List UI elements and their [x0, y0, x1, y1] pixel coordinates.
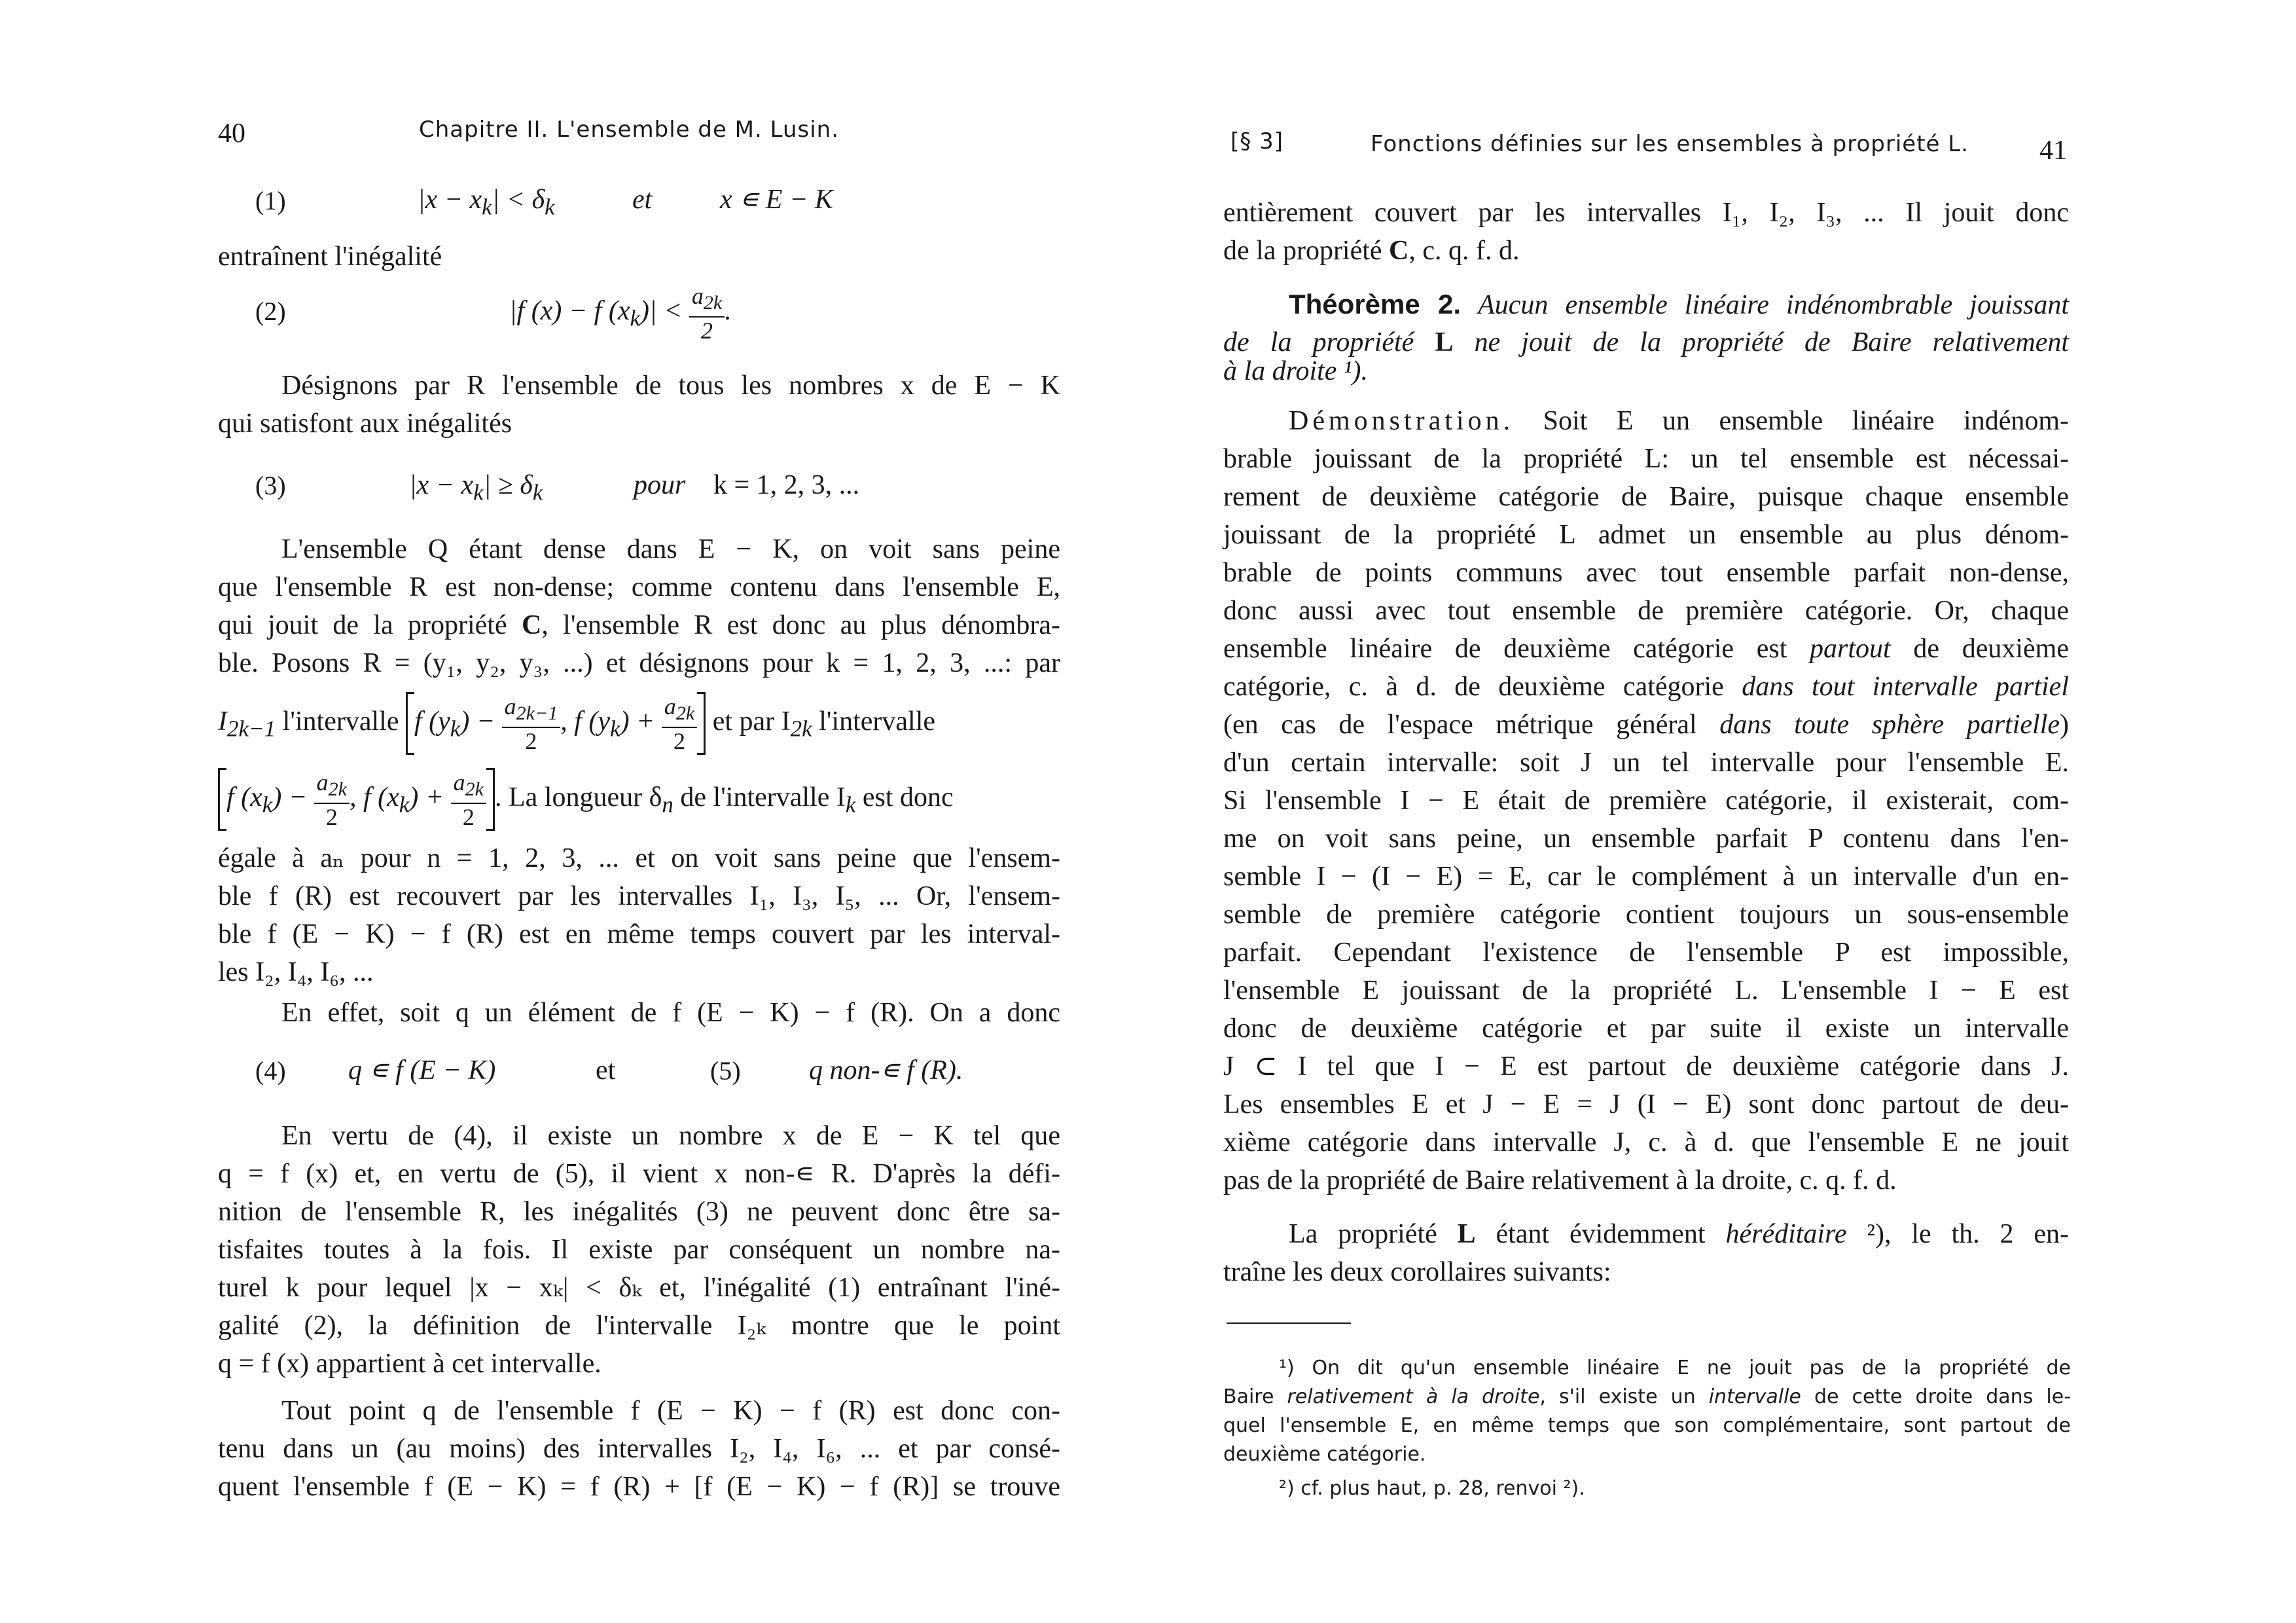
paragraph-line: qui satisfont aux inégalités	[218, 409, 512, 439]
right-page	[1148, 0, 2296, 1623]
paragraph-line: que l'ensemble R est non-dense; comme contenu dans l'ensemble E,	[218, 572, 1060, 602]
theorem-label: Théorème 2.	[1289, 289, 1461, 319]
proof-line: semble de première catégorie contient toujours un sous-ensemble	[1223, 900, 2069, 930]
page-number-left: 40	[218, 119, 245, 149]
proof-line: semble I − (I − E) = E, car le complément à un intervalle d'un en-	[1223, 862, 2069, 892]
proof-line: rement de deuxième catégorie de Baire, puisque chaque ensemble	[1223, 482, 2069, 512]
proof-line: ensemble linéaire de deuxième catégorie est partout de deuxième	[1223, 634, 2069, 664]
paragraph-line: En vertu de (4), il existe un nombre x de E − K tel que	[281, 1121, 1060, 1151]
equation-2: |f (x) − f $(x_k)|$ < $\frac{a_{2k}}{2}$ .	[509, 282, 732, 344]
equation-3-pour: pour	[634, 470, 686, 500]
equation-label-1: (1)	[255, 186, 286, 215]
equation-3-range: k = 1, 2, 3, ...	[713, 470, 860, 500]
paragraph-line: tisfaites toutes à la fois. Il existe par conséquent un nombre na-	[218, 1235, 1060, 1265]
theorem-line: Théorème 2. Aucun ensemble linéaire indénombrable jouissant	[1289, 289, 2069, 320]
proof-label: Démonstration.	[1289, 406, 1515, 436]
equation-label-2: (2)	[255, 297, 286, 326]
equation-4-5-et: et	[596, 1055, 616, 1085]
paragraph-line: ble. Posons R = (y₁, y₂, y₃, ...) et désignons pour k = 1, 2, 3, ...: par	[218, 648, 1060, 678]
proof-line: brable jouissant de la propriété L: un tel ensemble est nécessai-	[1223, 444, 2069, 474]
interval-definition-line: $I_{2k-1}$ l'intervalle f $(y_k)$ − $\frac{a_{2k-1}}{2}$ , f $(y_k)$ + $\frac{a_{2k}}{2}$ et par $I_{2k}$ l'intervalle	[218, 693, 936, 754]
footnote-rule	[1227, 1322, 1351, 1324]
proof-line: J ⊂ I tel que I − E est partout de deuxième catégorie dans J.	[1223, 1051, 2069, 1082]
footnote-1-line: Baire relativement à la droite, s'il existe un intervalle de cette droite dans le-	[1223, 1385, 2072, 1408]
paragraph-line: les I₂, I₄, I₆, ...	[218, 957, 374, 987]
footnote-1-line: quel l'ensemble E, en même temps que son complémentaire, sont partout de	[1223, 1414, 2071, 1437]
theorem-line: de la propriété L ne jouit de la propriété de Baire relativement	[1223, 327, 2070, 357]
proof-line: brable de points communs avec tout ensemble parfait non-dense,	[1223, 558, 2069, 588]
footnote-1-line: deuxième catégorie.	[1223, 1443, 1426, 1466]
equation-1-et: et	[632, 185, 653, 215]
proof-line: Démonstration. Soit E un ensemble linéaire indénom-	[1289, 406, 2070, 436]
paragraph-line: q = f (x) appartient à cet intervalle.	[218, 1349, 601, 1379]
paragraph-line: L'ensemble Q étant dense dans E − K, on voit sans peine	[281, 534, 1060, 564]
proof-line: d'un certain intervalle: soit J un tel intervalle pour l'ensemble E.	[1223, 748, 2069, 778]
equation-4: q ∊ f (E − K)	[348, 1055, 496, 1085]
proof-line: parfait. Cependant l'existence de l'ensemble P est impossible,	[1223, 938, 2069, 968]
paragraph-line: ble f (R) est recouvert par les intervalles I₁, I₃, I₅, ... Or, l'ensem-	[218, 881, 1060, 911]
proof-line: me on voit sans peine, un ensemble parfait P contenu dans l'en-	[1223, 824, 2069, 854]
proof-line: catégorie, c. à d. de deuxième catégorie dans tout intervalle partiel	[1223, 672, 2069, 702]
running-head-left: Chapitre II. L'ensemble de M. Lusin.	[419, 117, 840, 143]
interval-definition-line: f $(x_k)$ − $\frac{a_{2k}}{2}$ , f $(x_k)$ + $\frac{a_{2k}}{2}$ . La longueur $\delta_n$ de l'intervalle $I_k$ est donc	[218, 765, 954, 837]
footnote-1-line: ¹) On dit qu'un ensemble linéaire E ne jouit pas de la propriété de	[1279, 1357, 2071, 1379]
proof-line: donc de deuxième catégorie et par suite il existe un intervalle	[1223, 1013, 2069, 1044]
theorem-line: à la droite ¹).	[1223, 356, 1369, 386]
paragraph-line: Désignons par R l'ensemble de tous les nombres x de E − K	[281, 371, 1060, 401]
equation-1: $|x - x_k| < \delta_k$	[418, 185, 555, 220]
proof-line: Si l'ensemble I − E était de première catégorie, il existerait, com-	[1223, 786, 2069, 816]
equation-5: q non-∊ f (R).	[809, 1055, 963, 1085]
paragraph-line: En effet, soit q un élément de f (E − K) − f (R). On a donc	[281, 998, 1060, 1028]
proof-line: pas de la propriété de Baire relativement à la droite, c. q. f. d.	[1223, 1165, 1897, 1195]
equation-1-condition: x ∊ E − K	[720, 185, 833, 215]
paragraph-line: égale à aₙ pour n = 1, 2, 3, ... et on voit sans peine que l'ensem-	[218, 843, 1060, 873]
paragraph-line: nition de l'ensemble R, les inégalités (3) ne peuvent donc être sa-	[218, 1197, 1060, 1227]
equation-label-3: (3)	[255, 471, 286, 500]
page-number-right: 41	[2039, 136, 2067, 166]
paragraph-line: de la propriété C, c. q. f. d.	[1223, 236, 1520, 266]
proof-line: l'ensemble E jouissant de la propriété L. L'ensemble I − E est	[1223, 976, 2069, 1006]
paragraph-line: Tout point q de l'ensemble f (E − K) − f (R) est donc con-	[281, 1396, 1060, 1426]
section-mark: [§ 3]	[1230, 128, 1283, 155]
proof-line: Les ensembles E et J − E = J (I − E) sont donc partout de deu-	[1223, 1089, 2069, 1120]
paragraph-line: quent l'ensemble f (E − K) = f (R) + [f (E − K) − f (R)] se trouve	[218, 1472, 1060, 1502]
equation-3: $|x - x_k| \ge \delta_k$	[409, 470, 543, 505]
proof-line: donc aussi avec tout ensemble de première catégorie. Or, chaque	[1223, 596, 2069, 626]
text-line: entraînent l'inégalité	[218, 242, 442, 272]
paragraph-line: entièrement couvert par les intervalles I₁, I₂, I₃, ... Il jouit donc	[1223, 198, 2069, 228]
proof-line: jouissant de la propriété L admet un ensemble au plus dénom-	[1223, 520, 2069, 550]
paragraph-line: tenu dans un (au moins) des intervalles I₂, I₄, I₆, ... et par consé-	[218, 1434, 1060, 1464]
paragraph-line: La propriété L étant évidemment héréditaire ²), le th. 2 en-	[1289, 1219, 2070, 1249]
paragraph-line: turel k pour lequel |x − xₖ| < δₖ et, l'inégalité (1) entraînant l'iné-	[218, 1273, 1060, 1303]
footnote-2-line: ²) cf. plus haut, p. 28, renvoi ²).	[1279, 1477, 1585, 1500]
paragraph-line: galité (2), la définition de l'intervalle I₂ₖ montre que le point	[218, 1311, 1060, 1341]
running-head-right: Fonctions définies sur les ensembles à propriété L.	[1371, 131, 1969, 157]
paragraph-line: ble f (E − K) − f (R) est en même temps couvert par les interval-	[218, 919, 1060, 949]
paragraph-line: q = f (x) et, en vertu de (5), il vient x non-∊ R. D'après la défi-	[218, 1159, 1060, 1189]
equation-label-4: (4)	[255, 1056, 286, 1085]
paragraph-line: qui jouit de la propriété C, l'ensemble R est donc au plus dénombra-	[218, 610, 1060, 640]
paragraph-line: traîne les deux corollaires suivants:	[1223, 1257, 1611, 1287]
equation-label-5: (5)	[710, 1056, 741, 1085]
proof-line: xième catégorie dans intervalle J, c. à d. que l'ensemble E ne jouit	[1223, 1127, 2069, 1158]
proof-line: (en cas de l'espace métrique général dans toute sphère partielle)	[1223, 710, 2070, 740]
